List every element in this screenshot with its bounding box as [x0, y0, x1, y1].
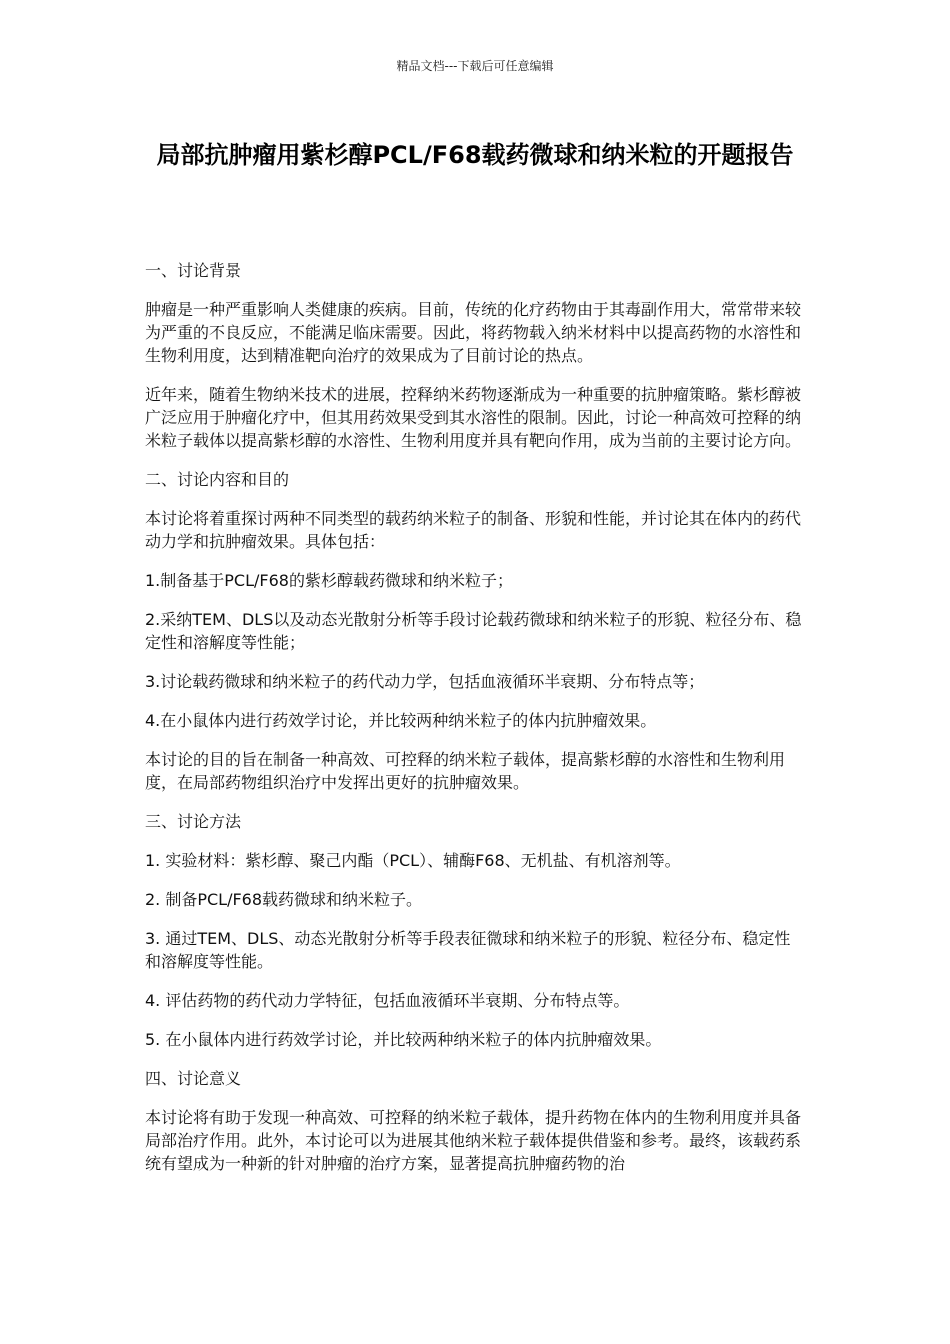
methods-item-1: 1. 实验材料：紫杉醇、聚己内酯（PCL）、辅酶F68、无机盐、有机溶剂等。 [145, 851, 681, 870]
background-paragraph-1: 肿瘤是一种严重影响人类健康的疾病。目前，传统的化疗药物由于其毒副作用大，常常带来较为严重的不良反应，不能满足临床需要。因此，将药物载入纳米材料中以提高药物的水溶性和生物利用度，达到精准靶向治疗的效果成为了目前讨论的热点。 [145, 300, 802, 365]
content-item-3: 3.讨论载药微球和纳米粒子的药代动力学，包括血液循环半衰期、分布特点等； [145, 672, 705, 691]
page-header: 精品文档---下载后可任意编辑 [396, 59, 554, 73]
content-item-2: 2.采纳TEM、DLS以及动态光散射分析等手段讨论载药微球和纳米粒子的形貌、粒径分布、稳定性和溶解度等性能； [145, 610, 802, 652]
content-item-1: 1.制备基于PCL/F68的紫杉醇载药微球和纳米粒子； [145, 571, 513, 590]
content-intro: 本讨论将着重探讨两种不同类型的载药纳米粒子的制备、形貌和性能，并讨论其在体内的药代动力学和抗肿瘤效果。具体包括： [145, 509, 802, 551]
content-purpose: 本讨论的目的旨在制备一种高效、可控释的纳米粒子载体，提高紫杉醇的水溶性和生物利用度，在局部药物组织治疗中发挥出更好的抗肿瘤效果。 [145, 750, 786, 792]
methods-item-5: 5. 在小鼠体内进行药效学讨论，并比较两种纳米粒子的体内抗肿瘤效果。 [145, 1030, 662, 1049]
document-body [145, 259, 805, 1191]
section-heading-significance: 四、讨论意义 [145, 1069, 242, 1088]
methods-item-2: 2. 制备PCL/F68载药微球和纳米粒子。 [145, 890, 423, 909]
section-heading-content: 二、讨论内容和目的 [145, 470, 290, 489]
background-paragraph-2: 近年来，随着生物纳米技术的进展，控释纳米药物逐渐成为一种重要的抗肿瘤策略。紫杉醇被广泛应用于肿瘤化疗中，但其用药效果受到其水溶性的限制。因此，讨论一种高效可控释的纳米粒子载体以提高紫杉醇的水溶性、生物利用度并具有靶向作用，成为当前的主要讨论方向。 [145, 385, 802, 450]
methods-item-3: 3. 通过TEM、DLS、动态光散射分析等手段表征微球和纳米粒子的形貌、粒径分布、稳定性和溶解度等性能。 [145, 929, 791, 971]
document-title: 局部抗肿瘤用紫杉醇PCL/F68载药微球和纳米粒的开题报告 [156, 141, 794, 169]
section-heading-methods: 三、讨论方法 [145, 812, 242, 831]
methods-item-4: 4. 评估药物的药代动力学特征，包括血液循环半衰期、分布特点等。 [145, 991, 630, 1010]
section-heading-background: 一、讨论背景 [145, 261, 242, 280]
content-item-4: 4.在小鼠体内进行药效学讨论，并比较两种纳米粒子的体内抗肿瘤效果。 [145, 711, 657, 730]
significance-paragraph: 本讨论将有助于发现一种高效、可控释的纳米粒子载体，提升药物在体内的生物利用度并具备局部治疗作用。此外，本讨论可以为进展其他纳米粒子载体提供借鉴和参考。最终，该载药系统有望成为一种新的针对肿瘤的治疗方案，显著提高抗肿瘤药物的治 [145, 1108, 802, 1173]
